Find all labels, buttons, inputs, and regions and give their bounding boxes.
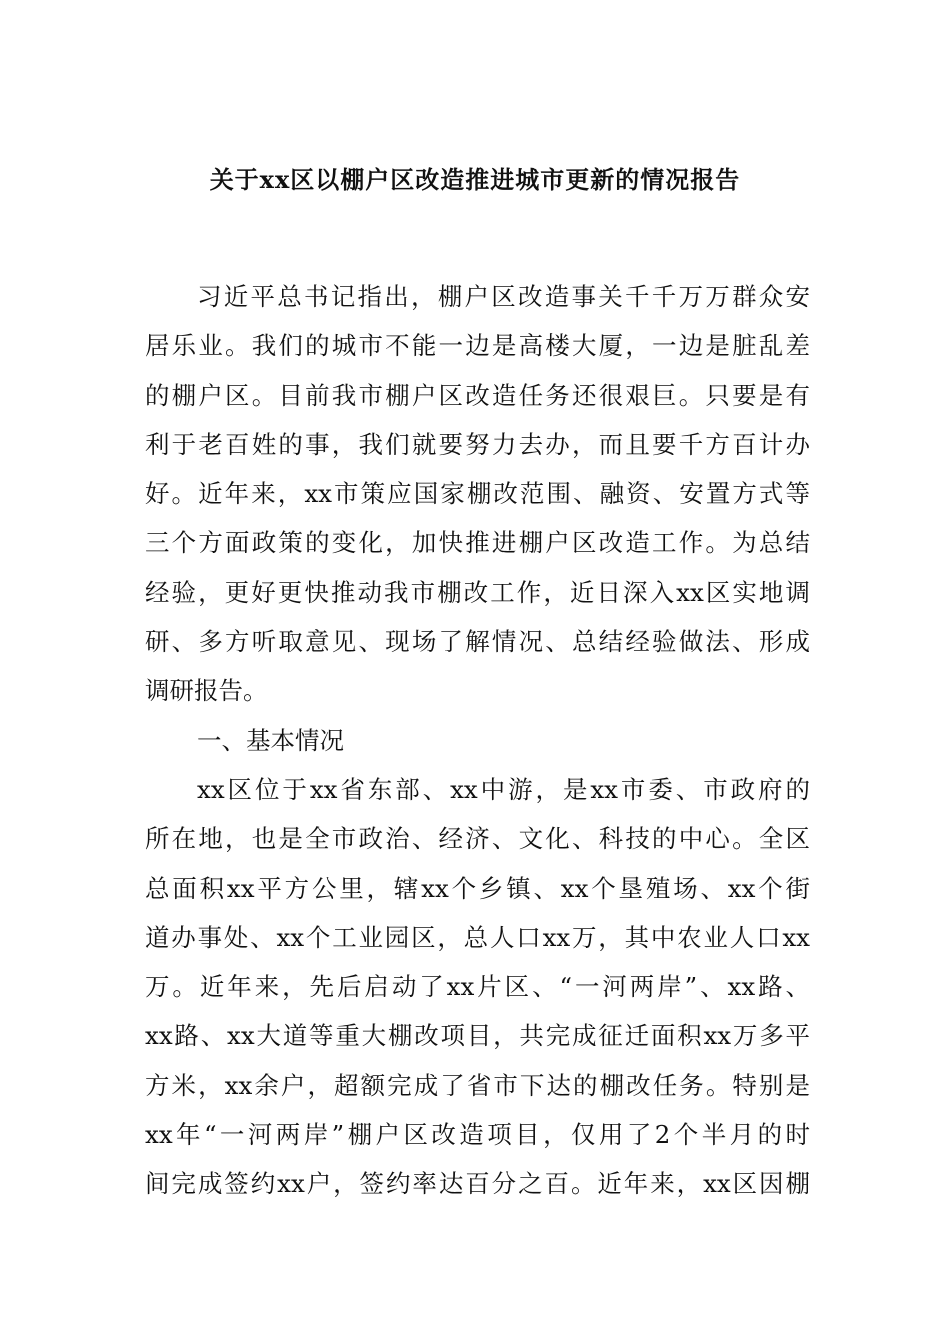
- paragraph-line: 利于老百姓的事，我们就要努力去办，而且要千方百计办: [145, 429, 810, 459]
- paragraph-line: xx路、xx大道等重大棚改项目，共完成征迁面积xx万多平: [145, 1021, 810, 1051]
- document-title: 关于xx区以棚户区改造推进城市更新的情况报告: [209, 165, 741, 194]
- paragraph-line: 方米，xx余户，超额完成了省市下达的棚改任务。特别是: [145, 1070, 810, 1100]
- paragraph-line: 居乐业。我们的城市不能一边是高楼大厦，一边是脏乱差: [145, 331, 810, 361]
- paragraph-line: 调研报告。: [145, 676, 268, 706]
- paragraph-line: 道办事处、xx个工业园区，总人口xx万，其中农业人口xx: [145, 922, 810, 952]
- paragraph-line: 间完成签约xx户，签约率达百分之百。近年来，xx区因棚: [145, 1169, 810, 1199]
- paragraph-line: 的棚户区。目前我市棚户区改造任务还很艰巨。只要是有: [145, 380, 810, 410]
- paragraph-line: xx区位于xx省东部、xx中游，是xx市委、市政府的: [197, 774, 810, 804]
- document-body: [145, 272, 810, 1209]
- paragraph-line: 总面积xx平方公里，辖xx个乡镇、xx个垦殖场、xx个街: [145, 873, 810, 903]
- paragraph-line: 万。近年来，先后启动了xx片区、“一河两岸”、xx路、: [145, 972, 810, 1002]
- paragraph-line: 习近平总书记指出，棚户区改造事关千千万万群众安: [197, 282, 810, 311]
- paragraph-line: 经验，更好更快推动我市棚改工作，近日深入xx区实地调: [145, 577, 810, 607]
- paragraph-line: xx年“一河两岸”棚户区改造项目，仅用了2个半月的时: [145, 1120, 810, 1150]
- section-heading: 一、基本情况: [197, 725, 344, 755]
- paragraph-line: 三个方面政策的变化，加快推进棚户区改造工作。为总结: [145, 528, 810, 558]
- paragraph-line: 好。近年来，xx市策应国家棚改范围、融资、安置方式等: [145, 479, 810, 509]
- paragraph-line: 研、多方听取意见、现场了解情况、总结经验做法、形成: [145, 627, 810, 657]
- paragraph-line: 所在地，也是全市政治、经济、文化、科技的中心。全区: [145, 824, 810, 854]
